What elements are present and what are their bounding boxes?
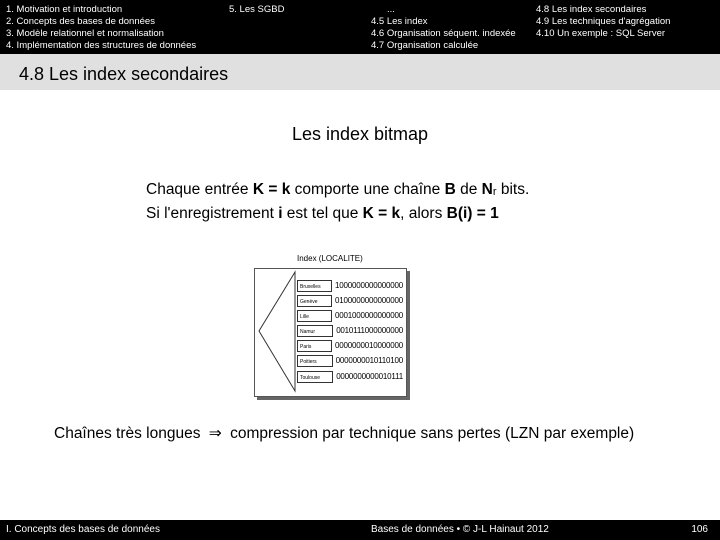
slide-title: Les index bitmap xyxy=(291,124,429,144)
description xyxy=(146,179,529,224)
subsection-item[interactable]: 4.10 Un exemple : SQL Server xyxy=(536,28,666,39)
index-row xyxy=(297,310,403,322)
index-bitmap: 0010111000000000 xyxy=(336,326,403,335)
subsection-item[interactable]: 4.5 Les index xyxy=(371,16,428,27)
chapter-item[interactable]: 5. Les SGBD xyxy=(229,4,285,15)
subsection-list-right xyxy=(536,4,670,40)
page-number: 106 xyxy=(691,524,708,535)
index-row xyxy=(297,340,403,352)
chapter-list xyxy=(6,4,196,52)
chapter-item[interactable]: 2. Concepts des bases de données xyxy=(6,16,155,27)
index-key: Namur xyxy=(297,325,333,337)
index-bitmap: 0100000000000000 xyxy=(335,296,403,305)
ellipsis: ... xyxy=(387,4,395,15)
index-key: Paris xyxy=(297,340,332,352)
section-band xyxy=(0,54,720,90)
subsection-list xyxy=(371,4,516,52)
index-key: Toulouse xyxy=(297,371,333,383)
section-title: 4.8 Les index secondaires xyxy=(19,64,229,84)
index-fan-shape xyxy=(255,269,299,396)
index-row xyxy=(297,295,403,307)
chapter-list-sgbd xyxy=(229,4,284,16)
footer-chapter[interactable]: I. Concepts des bases de données xyxy=(6,524,160,535)
index-row xyxy=(297,280,403,292)
chapter-item[interactable]: 3. Modèle relationnel et normalisation xyxy=(6,28,164,39)
footer-course-title: Bases de données • © J-L Hainaut 2012 xyxy=(371,524,549,535)
top-navigation-bar xyxy=(0,0,720,54)
index-bitmap: 0000000010000000 xyxy=(335,341,403,350)
index-bitmap: 1000000000000000 xyxy=(335,281,403,290)
bitmap-index-diagram xyxy=(254,268,407,397)
implies-arrow-icon: ⇒ xyxy=(208,425,222,442)
footer-bar xyxy=(0,520,720,540)
index-key: Genève xyxy=(297,295,332,307)
subsection-item[interactable]: 4.9 Les techniques d'agrégation xyxy=(536,16,671,27)
index-bitmap: 0000000000010111 xyxy=(336,372,403,381)
description-line-2: Si l'enregistrement i est tel que K = k, alors B(i) = 1 xyxy=(146,205,499,222)
index-row xyxy=(297,325,403,337)
index-row xyxy=(297,355,403,367)
index-key: Poitiers xyxy=(297,355,333,367)
index-bitmap: 0000000010110100 xyxy=(335,356,403,365)
chapter-item[interactable]: 1. Motivation et introduction xyxy=(6,4,123,15)
index-key: Lille xyxy=(297,310,332,322)
compression-note: Chaînes très longues ⇒ compression par technique sans pertes (LZN par exemple) xyxy=(54,425,635,442)
index-figure-label: Index (LOCALITE) xyxy=(297,254,363,263)
subsection-item[interactable]: 4.6 Organisation séquent. indexée xyxy=(371,28,516,39)
description-line-1: Chaque entrée K = k comporte une chaîne B de $N_r$ bits. xyxy=(146,181,530,198)
subsection-item[interactable]: 4.7 Organisation calculée xyxy=(371,40,479,51)
index-bitmap: 0001000000000000 xyxy=(335,311,403,320)
chapter-item[interactable]: 4. Implémentation des structures de données xyxy=(6,40,197,51)
subsection-item-current[interactable]: 4.8 Les index secondaires xyxy=(536,4,647,15)
index-key: Bruxelles xyxy=(297,280,332,292)
index-row xyxy=(297,371,403,383)
